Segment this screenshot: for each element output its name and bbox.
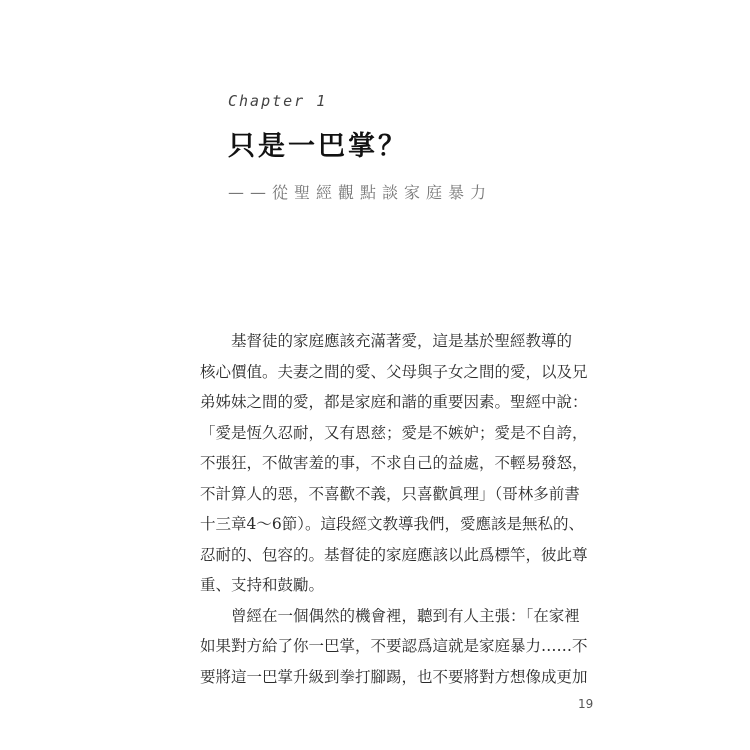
text-line: 十三章4～6節）。這段經文教導我們，愛應該是無私的、 bbox=[200, 515, 584, 533]
text-line: 基督徒的家庭應該充滿著愛，這是基於聖經教導的 bbox=[231, 332, 573, 350]
text-line: 「愛是恆久忍耐，又有恩慈；愛是不嫉妒；愛是不自誇， bbox=[200, 423, 588, 442]
text-line: 曾經在一個偶然的機會裡，聽到有人主張：「在家裡 bbox=[231, 606, 580, 625]
chapter-title: 只是一巴掌？ bbox=[228, 131, 408, 162]
text-line: 核心價值。夫妻之間的愛、父母與子女之間的愛，以及兄 bbox=[200, 362, 588, 381]
text-line: 重、支持和鼓勵。 bbox=[200, 576, 325, 594]
chapter-subtitle: ——從聖經觀點談家庭暴力 bbox=[228, 183, 493, 202]
chapter-label: Chapter 1 bbox=[228, 92, 328, 110]
body-text bbox=[200, 326, 588, 692]
text-line: 不張狂，不做害羞的事，不求自己的益處，不輕易發怒， bbox=[200, 454, 588, 472]
text-line: 不計算人的惡，不喜歡不義，只喜歡眞理」（哥林多前書 bbox=[200, 484, 580, 503]
page-number: 19 bbox=[578, 697, 594, 711]
text-line: 如果對方給了你一巴掌，不要認爲這就是家庭暴力……不 bbox=[200, 637, 588, 655]
text-line: 忍耐的、包容的。基督徒的家庭應該以此爲標竿，彼此尊 bbox=[200, 545, 588, 564]
text-line: 要將這一巴掌升級到拳打腳踢，也不要將對方想像成更加 bbox=[200, 667, 588, 686]
text-line: 弟姊妹之間的愛，都是家庭和諧的重要因素。聖經中說： bbox=[200, 393, 588, 411]
